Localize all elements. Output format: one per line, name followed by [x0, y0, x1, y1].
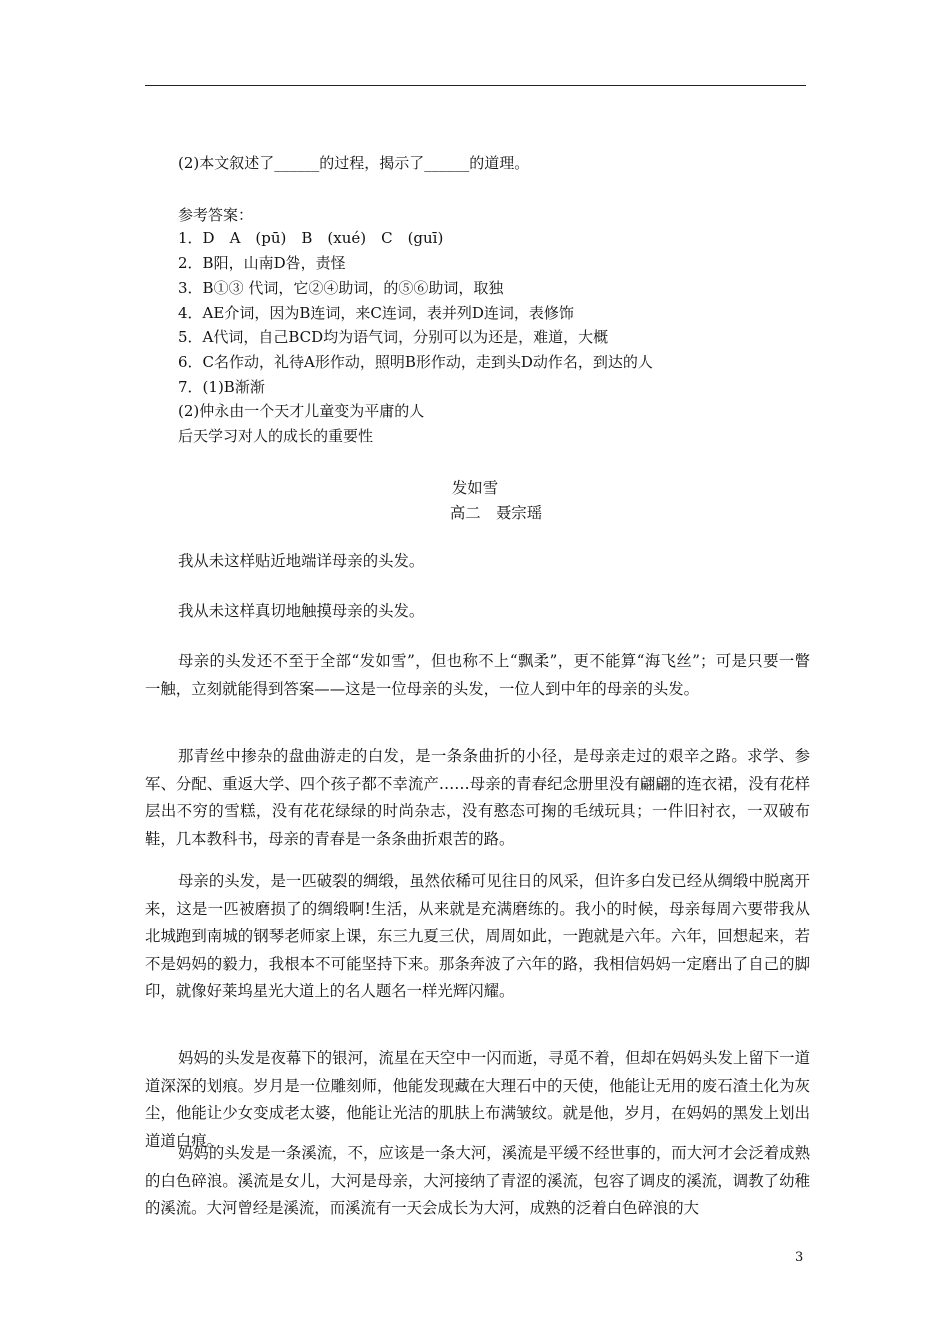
essay-paragraph: 妈妈的头发是一条溪流，不，应该是一条大河，溪流是平缓不经世事的，而大河才会泛着成熟的白色碎浪。溪流是女儿，大河是母亲，大河接纳了青涩的溪流，包容了调皮的溪流，调教了幼稚的溪流。大河曾经是溪流，而溪流有一天会成长为大河，成熟的泛着白色碎浪的大: [145, 1144, 810, 1217]
page-number: 3: [795, 1250, 804, 1265]
essay-paragraph: 我从未这样贴近地端详母亲的头发。: [178, 552, 425, 570]
answer-item: 3．B①③ 代词，它②④助词，的⑤⑥助词，取独: [178, 279, 504, 297]
essay-paragraph: 妈妈的头发是夜幕下的银河，流星在天空中一闪而逝，寻觅不着，但却在妈妈头发上留下一道道深深的划痕。岁月是一位雕刻师，他能发现藏在大理石中的天使，他能让无用的废石渣土化为灰尘，他能让少女变成老太婆，他能让光洁的肌肤上布满皱纹。就是他，岁月，在妈妈的黑发上划出道道白痕。: [145, 1049, 810, 1150]
answer-item: 后天学习对人的成长的重要性: [178, 427, 374, 445]
essay-author: 高二 聂宗瑶: [449, 504, 543, 522]
answer-item: 1．D A (pū) B (xué) C (guī): [178, 229, 444, 247]
answers-heading: 参考答案：: [178, 206, 254, 224]
question-7-2: (2)本文叙述了______的过程，揭示了______的道理。: [178, 154, 530, 172]
essay-paragraph: 母亲的头发，是一匹破裂的绸缎，虽然依稀可见往日的风采，但许多白发已经从绸缎中脱离开来，这是一匹被磨损了的绸缎啊!生活，从来就是充满磨练的。我小的时候，母亲每周六要带我从北城跑到南城的钢琴老师家上课，东三九夏三伏，周周如此，一跑就是六年。六年，回想起来，若不是妈妈的毅力，我根本不可能坚持下来。那条奔波了六年的路，我相信妈妈一定磨出了自己的脚印，就像好莱坞星光大道上的名人题名一样光辉闪耀。: [145, 872, 810, 1000]
answer-item: 2．B阳，山南D咎，责怪: [178, 254, 346, 272]
answer-item: (2)仲永由一个天才儿童变为平庸的人: [178, 402, 425, 420]
answer-item: 6．C名作动，礼待A形作动，照明B形作动，走到头D动作名，到达的人: [178, 353, 653, 371]
essay-paragraph: 我从未这样真切地触摸母亲的头发。: [178, 602, 425, 620]
answer-item: 7．(1)B渐渐: [178, 378, 265, 396]
header-rule: [145, 85, 806, 86]
essay-title: 发如雪: [451, 479, 499, 497]
answer-item: 4．AE介词，因为B连词，来C连词，表并列D连词，表修饰: [178, 304, 574, 322]
essay-paragraph: 那青丝中掺杂的盘曲游走的白发，是一条条曲折的小径，是母亲走过的艰辛之路。求学、参军、分配、重返大学、四个孩子都不幸流产……母亲的青春纪念册里没有翩翩的连衣裙，没有花样层出不穷的雪糕，没有花花绿绿的时尚杂志，没有憨态可掬的毛绒玩具；一件旧衬衣，一双破布鞋，几本教科书，母亲的青春是一条条曲折艰苦的路。: [145, 747, 810, 848]
answer-item: 5．A代词，自己BCD均为语气词，分别可以为还是，难道，大概: [178, 328, 609, 346]
essay-paragraph: 母亲的头发还不至于全部“发如雪”，但也称不上“飘柔”，更不能算“海飞丝”；可是只要一瞥一触，立刻就能得到答案——这是一位母亲的头发，一位人到中年的母亲的头发。: [145, 652, 810, 698]
